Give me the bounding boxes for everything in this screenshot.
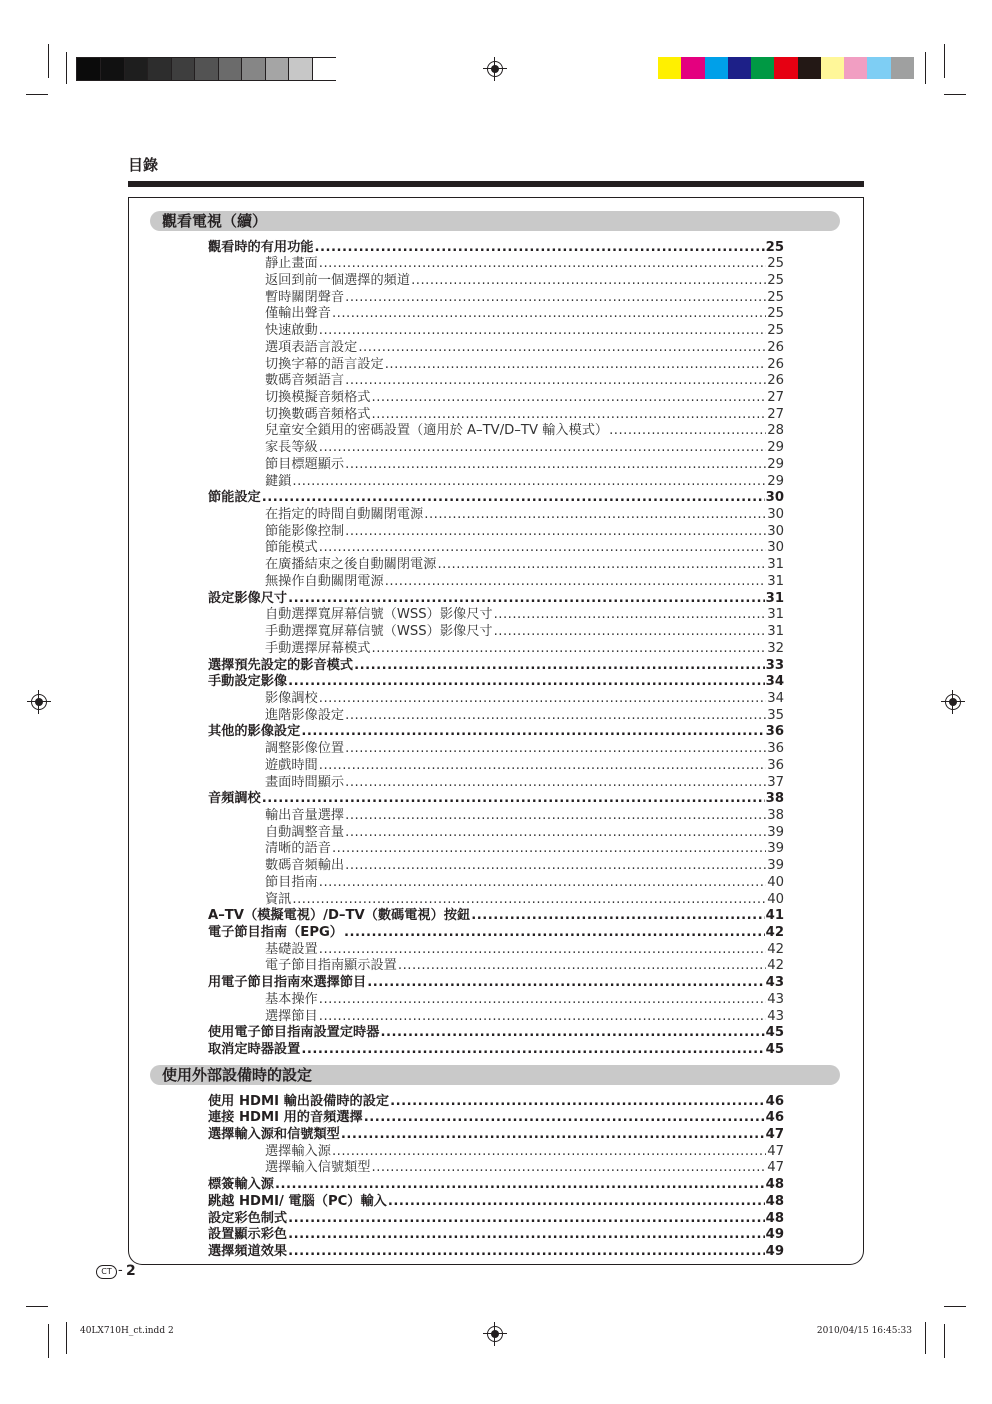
toc-entry-title: 基本操作	[265, 991, 318, 1007]
toc-entry-title: 調整影像位置	[265, 741, 345, 757]
toc-entry-page: 47	[767, 1160, 784, 1176]
dot-leader	[345, 741, 766, 758]
toc-entry-title: 家長等級	[265, 440, 318, 456]
toc-entry	[208, 1042, 784, 1059]
gray-swatch	[77, 58, 100, 80]
toc-entry-page: 38	[767, 807, 784, 823]
toc-entry-title: 清晰的語音	[265, 841, 331, 857]
gray-swatch	[218, 58, 242, 80]
dot-leader	[345, 775, 766, 792]
toc-entry-title: 進階影像設定	[265, 707, 345, 723]
dot-leader	[275, 1177, 765, 1194]
toc-entry-page: 30	[767, 507, 784, 523]
color-swatch	[867, 57, 890, 79]
toc-entry-page: 46	[765, 1110, 784, 1126]
dot-leader	[319, 758, 766, 775]
toc-entry-page: 28	[767, 423, 784, 439]
toc-subentry	[265, 540, 784, 557]
toc-entry-title: 節能影像控制	[265, 523, 345, 539]
gray-swatch	[241, 58, 265, 80]
toc-entry-page: 43	[767, 991, 784, 1007]
toc-entry	[208, 674, 784, 691]
toc-entry-page: 25	[767, 272, 784, 288]
toc-entry-title: 數碼音頻輸出	[265, 858, 345, 874]
dot-leader	[345, 290, 766, 307]
dot-leader	[345, 858, 766, 875]
toc-entry-title: 選擇輸入源	[265, 1143, 331, 1159]
gray-swatch	[194, 58, 218, 80]
toc-entry-page: 33	[765, 657, 784, 673]
toc-entry-title: 自動選擇寬屏幕信號（WSS）影像尺寸	[265, 607, 493, 623]
toc-entry-page: 25	[767, 306, 784, 322]
toc-entry-title: 設置顯示彩色	[208, 1227, 288, 1243]
process-color-bar	[658, 57, 914, 79]
toc-subentry	[265, 474, 784, 491]
toc-entry	[208, 658, 784, 675]
dot-leader	[345, 457, 766, 474]
toc-entry-page: 45	[765, 1042, 784, 1058]
toc-entry-title: 選擇頻道效果	[208, 1243, 288, 1259]
toc-subentry	[265, 942, 784, 959]
toc-entry-title: 兒童安全鎖用的密碼設置（適用於 A–TV/D–TV 輸入模式）	[265, 423, 609, 439]
color-swatch	[821, 57, 844, 79]
toc-entry-page: 29	[767, 456, 784, 472]
dot-leader	[358, 340, 766, 357]
toc-subentry	[265, 373, 784, 390]
dot-leader	[319, 440, 766, 457]
toc-entry-page: 42	[767, 958, 784, 974]
dot-leader	[319, 256, 766, 273]
dot-leader	[319, 540, 766, 557]
crop-mark	[925, 52, 926, 84]
gray-swatch	[171, 58, 195, 80]
toc-entry-title: 暫時關閉聲音	[265, 289, 345, 305]
toc-entry-page: 40	[767, 891, 784, 907]
toc-entry-page: 26	[767, 373, 784, 389]
toc-entry-title: 手動選擇屏幕模式	[265, 640, 371, 656]
toc-entry-title: 影像調校	[265, 690, 318, 706]
toc-entry-page: 49	[765, 1243, 784, 1259]
toc-entry-title: 遊戲時間	[265, 757, 318, 773]
dot-leader	[424, 507, 766, 524]
toc-entry-title: 設定影像尺寸	[208, 590, 288, 606]
crop-mark	[26, 94, 48, 95]
dot-leader	[292, 892, 766, 909]
toc-entry-title: 在指定的時間自動關閉電源	[265, 507, 424, 523]
dot-leader	[319, 992, 766, 1009]
toc-entry-page: 42	[767, 941, 784, 957]
dot-leader	[367, 975, 764, 992]
dot-leader	[354, 658, 765, 675]
toc-entry-title: 切換數碼音頻格式	[265, 406, 371, 422]
toc-entry-title: 用電子節目指南來選擇節目	[208, 975, 367, 991]
toc-entry-page: 40	[767, 874, 784, 890]
toc-entry	[208, 908, 784, 925]
toc-entry-title: 數碼音頻語言	[265, 373, 345, 389]
toc-entry-title: 節能模式	[265, 540, 318, 556]
toc-entry-page: 47	[767, 1143, 784, 1159]
color-swatch	[705, 57, 728, 79]
dot-leader	[332, 841, 766, 858]
dot-leader	[288, 1211, 765, 1228]
dot-leader	[341, 1127, 765, 1144]
toc-entry-page: 48	[765, 1193, 784, 1209]
toc-subentry	[265, 290, 784, 307]
toc-subentry	[265, 775, 784, 792]
page-number: 2	[126, 1263, 136, 1279]
gray-swatch	[265, 58, 289, 80]
crop-mark	[48, 44, 49, 78]
color-swatch	[751, 57, 774, 79]
toc-subentry	[265, 875, 784, 892]
crop-mark	[944, 44, 945, 78]
toc-entry-title: 選擇輸入信號類型	[265, 1160, 371, 1176]
toc-subentry	[265, 574, 784, 591]
toc-entry-title: 取消定時器設置	[208, 1042, 301, 1058]
toc-entry	[208, 591, 784, 608]
footer-separator: -	[118, 1263, 123, 1278]
toc-subentry	[265, 841, 784, 858]
toc-entry-page: 27	[767, 389, 784, 405]
toc-subentry	[265, 340, 784, 357]
color-swatch	[681, 57, 704, 79]
toc-subentry	[265, 691, 784, 708]
toc-entry-page: 43	[767, 1008, 784, 1024]
toc-entry-page: 38	[765, 791, 784, 807]
toc-subentry	[265, 708, 784, 725]
toc-entry-title: 手動設定影像	[208, 674, 288, 690]
toc-subentry	[265, 507, 784, 524]
toc-entry-title: 自動調整音量	[265, 824, 345, 840]
toc-entry-page: 25	[767, 323, 784, 339]
toc-entry-page: 29	[767, 440, 784, 456]
toc-entry-title: 選擇輸入源和信號類型	[208, 1126, 340, 1142]
toc-entry-title: 使用電子節目指南設置定時器	[208, 1025, 380, 1041]
toc-entry	[208, 1227, 784, 1244]
toc-subentry	[265, 758, 784, 775]
toc-subentry	[265, 273, 784, 290]
toc-entry-title: 切換字幕的語言設定	[265, 356, 384, 372]
color-swatch	[798, 57, 821, 79]
dot-leader	[385, 357, 767, 374]
dot-leader	[345, 524, 766, 541]
dot-leader	[319, 875, 766, 892]
registration-mark-icon	[944, 693, 962, 711]
color-swatch	[728, 57, 751, 79]
toc-entry	[208, 1127, 784, 1144]
toc-entry-page: 27	[767, 406, 784, 422]
toc-entry-page: 26	[767, 356, 784, 372]
toc-subentry	[265, 1160, 784, 1177]
slug-file-name: 40LX710H_ct.indd 2	[80, 1326, 174, 1336]
dot-leader	[372, 407, 767, 424]
toc-entry-page: 36	[767, 741, 784, 757]
toc-subentry	[265, 557, 784, 574]
toc-subentry	[265, 992, 784, 1009]
dot-leader	[315, 240, 765, 257]
toc-subentry	[265, 357, 784, 374]
toc-entry-title: 選擇預先設定的影音模式	[208, 657, 354, 673]
gray-swatch	[100, 58, 124, 80]
toc-entry	[208, 1177, 784, 1194]
toc-entry-title: 畫面時間顯示	[265, 774, 345, 790]
registration-mark-icon	[30, 693, 48, 711]
dot-leader	[388, 1194, 765, 1211]
grayscale-color-bar	[76, 57, 336, 81]
dot-leader	[332, 1144, 766, 1161]
toc-entry-title: 手動選擇寬屏幕信號（WSS）影像尺寸	[265, 624, 493, 640]
crop-mark	[66, 1322, 67, 1354]
toc-entry-title: 切換模擬音頻格式	[265, 389, 371, 405]
toc-entry-page: 25	[765, 239, 784, 255]
toc-entry-title: 節目指南	[265, 874, 318, 890]
toc-entry-title: 資訊	[265, 891, 292, 907]
toc-subentry	[265, 390, 784, 407]
dot-leader	[344, 925, 765, 942]
toc-subentry	[265, 892, 784, 909]
crop-mark	[66, 52, 67, 84]
toc-entry-title: 節目標題顯示	[265, 456, 345, 472]
toc-entry-page: 46	[765, 1093, 784, 1109]
toc-entry-page: 48	[765, 1210, 784, 1226]
language-badge: CT	[96, 1265, 117, 1279]
toc-subentry	[265, 524, 784, 541]
toc-entry	[208, 724, 784, 741]
dot-leader	[288, 1244, 765, 1261]
toc-entry-page: 25	[767, 256, 784, 272]
heading-rule	[128, 181, 864, 187]
toc-entry-title: 基礎設置	[265, 941, 318, 957]
toc-entry-title: 電子節目指南（EPG）	[208, 925, 343, 941]
toc-entry-title: 無操作自動關閉電源	[265, 573, 384, 589]
toc-entry-title: 靜止畫面	[265, 256, 318, 272]
toc-entry-page: 36	[767, 757, 784, 773]
toc-entry	[208, 1194, 784, 1211]
dot-leader	[364, 1110, 765, 1127]
registration-mark-icon	[486, 1325, 504, 1343]
dot-leader	[262, 490, 765, 507]
section-header: 使用外部設備時的設定	[150, 1065, 840, 1085]
gray-swatch	[312, 58, 336, 80]
toc-subentry	[265, 1009, 784, 1026]
toc-entry-page: 31	[767, 607, 784, 623]
dot-leader	[288, 674, 765, 691]
toc-entry-title: 輸出音量選擇	[265, 807, 345, 823]
dot-leader	[332, 306, 766, 323]
toc-entry-page: 31	[767, 557, 784, 573]
dot-leader	[288, 1227, 765, 1244]
color-swatch	[658, 57, 681, 79]
dot-leader	[262, 791, 765, 808]
toc-entry-page: 37	[767, 774, 784, 790]
toc-entry-page: 25	[767, 289, 784, 305]
toc-entry	[208, 975, 784, 992]
toc-subentry	[265, 808, 784, 825]
registration-mark-icon	[486, 60, 504, 78]
toc-entry-page: 49	[765, 1227, 784, 1243]
toc-entry-page: 30	[767, 523, 784, 539]
dot-leader	[345, 373, 766, 390]
dot-leader	[437, 557, 766, 574]
crop-mark	[925, 1322, 926, 1354]
dot-leader	[372, 1160, 767, 1177]
toc-entry	[208, 490, 784, 507]
gray-swatch	[288, 58, 312, 80]
toc-entry-title: A–TV（模擬電視）/D–TV（數碼電視）按鈕	[208, 908, 471, 924]
toc-entry	[208, 1244, 784, 1261]
color-swatch	[774, 57, 797, 79]
toc-entry-page: 39	[767, 858, 784, 874]
dot-leader	[494, 624, 767, 641]
dot-leader	[319, 323, 766, 340]
toc-entry	[208, 1211, 784, 1228]
page-title: 目錄	[128, 156, 159, 174]
dot-leader	[609, 423, 766, 440]
dot-leader	[288, 591, 765, 608]
dot-leader	[345, 708, 766, 725]
toc-entry-page: 47	[765, 1126, 784, 1142]
dot-leader	[345, 808, 766, 825]
toc-entry-title: 跳越 HDMI/ 電腦（PC）輸入	[208, 1193, 387, 1209]
toc-subentry	[265, 1144, 784, 1161]
dot-leader	[372, 390, 767, 407]
toc-entry-page: 30	[765, 490, 784, 506]
toc-subentry	[265, 858, 784, 875]
crop-mark	[944, 1324, 945, 1358]
toc-entry-page: 31	[767, 624, 784, 640]
dot-leader	[292, 474, 766, 491]
toc-entry-page: 30	[767, 540, 784, 556]
dot-leader	[345, 825, 766, 842]
toc-entry-page: 43	[765, 975, 784, 991]
dot-leader	[380, 1025, 764, 1042]
toc-entry	[208, 1110, 784, 1127]
toc-entry-page: 26	[767, 339, 784, 355]
toc-entry-title: 使用 HDMI 輸出設備時的設定	[208, 1093, 390, 1109]
toc-entry-page: 45	[765, 1025, 784, 1041]
toc-entry	[208, 1025, 784, 1042]
toc-entry-title: 僅輸出聲音	[265, 306, 331, 322]
toc-entry-page: 29	[767, 473, 784, 489]
toc-subentry	[265, 624, 784, 641]
toc-entry-title: 在廣播結束之後自動關閉電源	[265, 557, 437, 573]
crop-mark	[944, 94, 966, 95]
dot-leader	[319, 942, 766, 959]
crop-mark	[944, 1306, 966, 1307]
toc-entry-page: 36	[765, 724, 784, 740]
toc-subentry	[265, 741, 784, 758]
toc-subentry	[265, 440, 784, 457]
toc-entry	[208, 925, 784, 942]
toc-subentry	[265, 423, 784, 440]
toc-entry-page: 31	[765, 590, 784, 606]
toc-subentry	[265, 958, 784, 975]
toc-entry-title: 電子節目指南顯示設置	[265, 958, 397, 974]
toc-entry-page: 39	[767, 824, 784, 840]
toc-entry-page: 34	[767, 690, 784, 706]
toc-entry-title: 節能設定	[208, 490, 261, 506]
toc-entry-page: 31	[767, 573, 784, 589]
dot-leader	[390, 1094, 765, 1111]
toc-entry	[208, 240, 784, 257]
toc-entry	[208, 791, 784, 808]
toc-entry-title: 音頻調校	[208, 791, 261, 807]
gray-swatch	[124, 58, 148, 80]
slug-timestamp: 2010/04/15 16:45:33	[816, 1326, 912, 1336]
toc-entry-page: 41	[765, 908, 784, 924]
toc-entry-title: 選項表語言設定	[265, 339, 358, 355]
dot-leader	[301, 1042, 764, 1059]
toc-subentry	[265, 256, 784, 273]
toc-entry-title: 快速啟動	[265, 323, 318, 339]
gray-swatch	[147, 58, 171, 80]
dot-leader	[398, 958, 766, 975]
dot-leader	[411, 273, 766, 290]
toc-subentry	[265, 407, 784, 424]
toc-entry-title: 其他的影像設定	[208, 724, 301, 740]
toc-subentry	[265, 607, 784, 624]
toc-subentry	[265, 825, 784, 842]
crop-mark	[48, 1324, 49, 1358]
toc-entry-page: 32	[767, 640, 784, 656]
toc-entry-page: 39	[767, 841, 784, 857]
toc-entry-title: 返回到前一個選擇的頻道	[265, 272, 411, 288]
dot-leader	[372, 641, 767, 658]
toc-entry-title: 選擇節目	[265, 1008, 318, 1024]
toc-entry-title: 觀看時的有用功能	[208, 239, 314, 255]
toc-subentry	[265, 323, 784, 340]
toc-entry-title: 鍵鎖	[265, 473, 292, 489]
color-swatch	[844, 57, 867, 79]
toc-entry-page: 34	[765, 674, 784, 690]
toc-entry-title: 連接 HDMI 用的音頻選擇	[208, 1110, 363, 1126]
section-header: 觀看電視（續）	[150, 211, 840, 231]
toc-entry-page: 42	[765, 925, 784, 941]
toc-entry	[208, 1094, 784, 1111]
toc-entry-title: 設定彩色制式	[208, 1210, 288, 1226]
toc-subentry	[265, 457, 784, 474]
dot-leader	[494, 607, 767, 624]
toc-subentry	[265, 641, 784, 658]
toc-subentry	[265, 306, 784, 323]
toc-entry-page: 48	[765, 1177, 784, 1193]
dot-leader	[385, 574, 767, 591]
dot-leader	[471, 908, 764, 925]
color-swatch	[891, 57, 914, 79]
crop-mark	[26, 1306, 48, 1307]
toc-entry-title: 標簽輸入源	[208, 1177, 274, 1193]
dot-leader	[319, 1009, 766, 1026]
toc-entry-page: 35	[767, 707, 784, 723]
dot-leader	[319, 691, 766, 708]
dot-leader	[301, 724, 764, 741]
